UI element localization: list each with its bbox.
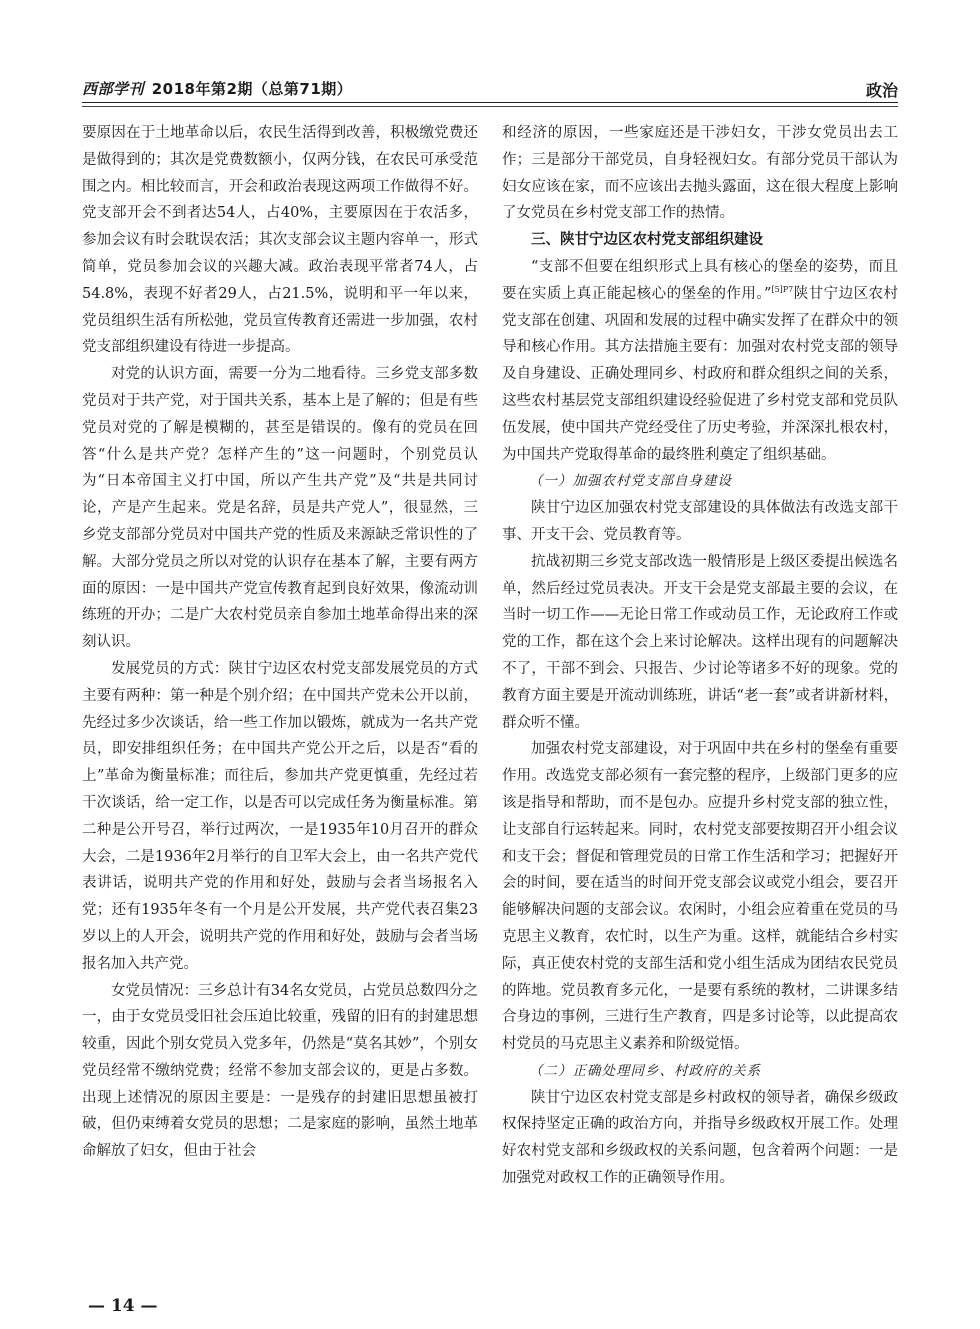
journal-name: 西部学刊 bbox=[82, 80, 145, 98]
paragraph: 发展党员的方式：陕甘宁边区农村党支部发展党员的方式主要有两种：第一种是个别介绍；在中国共产党未公开以前，先经过多少次谈话，给一些工作加以锻炼，就成为一名共产党员，即安排组织任务；在中国共产党公开之后，以是否“看的上”革命为衡量标准；而往后，参加共产党更慎重，先经过若干次谈话，给一定工作，以是否可以完成任务为衡量标准。第二种是公开号召，举行过两次，一是1935年10月召开的群众大会，二是1936年2月举行的自卫军大会上，由一名共产党代表讲话，说明共产党的作用和好处，鼓励与会者当场报名入党；还有1935年冬有一个月是公开发展，共产党代表召集23岁以上的人开会，说明共产党的作用和好处，鼓励与会者当场报名加入共产党。 bbox=[82, 660, 478, 972]
paragraph: 女党员情况：三乡总计有34名女党员，占党员总数四分之一，由于女党员受旧社会压迫比较重，残留的旧有的封建思想较重，因此个别女党员入党多年，仍然是“莫名其妙”，个别女党员经常不缴纳党费；经常不参加支部会议的，更是占多数。出现上述情况的原因主要是：一是残存的封建旧思想虽被打破，但仍束缚着女党员的思想；二是家庭的影响，虽然土地革命解放了妇女，但由于社会 bbox=[82, 982, 478, 1160]
running-header bbox=[82, 72, 898, 102]
paragraph: 和经济的原因，一些家庭还是干涉妇女，干涉女党员出去工作；三是部分干部党员，自身轻视妇女。有部分党员干部认为妇女应该在家，而不应该出去抛头露面，这在很大程度上影响了女党员在乡村党支部工作的热情。 bbox=[502, 125, 898, 222]
subsection-heading: （二）正确处理同乡、村政府的关系 bbox=[529, 1062, 761, 1079]
paragraph: 陕甘宁边区农村党支部是乡村政权的领导者，确保乡级政权保持坚定正确的政治方向，并指导乡级政权开展工作。处理好农村党支部和乡级政权的关系问题，包含着两个问题：一是加强党对政权工作的正确领导作用。 bbox=[502, 1089, 898, 1187]
paragraph: 要原因在于土地革命以后，农民生活得到改善，积极缴党费还是做得到的；其次是党费数额小，仅两分钱，在农民可承受范围之内。相比较而言，开会和政治表现这两项工作做得不好。党支部开会不到者达54人，占40%，主要原因在于农活多，参加会议有时会耽误农活；其次支部会议主题内容单一，形式简单，党员参加会议的兴趣大减。政治表现平常者74人，占54.8%，表现不好者29人，占21.5%，说明和平一年以来，党员组织生活有所松弛，党员宣传教育还需进一步加强，农村党支部组织建设有待进一步提高。 bbox=[82, 125, 478, 356]
header-rule-thin bbox=[82, 106, 898, 107]
paragraph: 陕甘宁边区加强农村党支部建设的具体做法有改选支部干事、开支干会、党员教育等。 bbox=[502, 500, 898, 543]
left-column bbox=[82, 120, 478, 1260]
header-rule bbox=[82, 102, 898, 103]
journal-issue bbox=[82, 78, 352, 99]
section-heading: 三、陕甘宁边区农村党支部组织建设 bbox=[531, 232, 763, 249]
paragraph-text: 陕甘宁边区农村党支部在创建、巩固和发展的过程中确实发挥了在群众中的领导和核心作用。其方法措施主要有：加强对农村党支部的领导及自身建设、正确处理同乡、村政府和群众组织之间的关系，这些农村基层党支部组织建设经验促进了乡村党支部和党员队伍发展，使中国共产党经受住了历史考验，并深深扎根农村，为中国共产党取得革命的最终胜利奠定了组织基础。 bbox=[502, 285, 898, 463]
quote-text: “支部不但要在组织形式上具有核心的堡垒的姿势，而且要在实质上真正能起核心的堡垒的作用。” bbox=[502, 258, 898, 302]
right-column bbox=[502, 120, 898, 1260]
paragraph: 加强农村党支部建设，对于巩固中共在乡村的堡垒有重要作用。改选党支部必须有一套完整的程序，上级部门更多的应该是指导和帮助，而不是包办。应提升乡村党支部的独立性，让支部自行运转起来。同时，农村党支部要按期召开小组会议和支干会；督促和管理党员的日常工作生活和学习；把握好开会的时间，要在适当的时间开党支部会议或党小组会，要召开能够解决问题的支部会议。农闲时，小组会应着重在党员的马克思主义教育，农忙时，以生产为重。这样，就能结合乡村实际，真正使农村党的支部生活和党小组生活成为团结农民党员的阵地。党员教育多元化，一是要有系统的教材，二讲课多结合身边的事例，三进行生产教育，四是多讨论等，以此提高农村党员的马克思主义素养和阶级觉悟。 bbox=[502, 741, 898, 1053]
subsection-heading: （一）加强农村党支部自身建设 bbox=[529, 473, 732, 490]
paragraph: 对党的认识方面，需要一分为二地看待。三乡党支部多数党员对于共产党，对于国共关系，基本上是了解的；但是有些党员对党的了解是模糊的，甚至是错误的。像有的党员在回答“什么是共产党？怎样产生的”这一问题时，个别党员认为“日本帝国主义打中国，所以产生共产党”及“共是共同讨论，产是产生起来。党是名辞，员是共产党人”，很显然，三乡党支部部分党员对中国共产党的性质及来源缺乏常识性的了解。大部分党员之所以对党的认识存在基本了解，主要有两方面的原因：一是中国共产党宣传教育起到良好效果，像流动训练班的开办；二是广大农村党员亲自参加土地革命得出来的深刻认识。 bbox=[82, 366, 478, 651]
citation-mark: [5]P7 bbox=[771, 284, 794, 294]
paragraph-with-citation bbox=[502, 254, 898, 468]
paragraph: 抗战初期三乡党支部改选一般情形是上级区委提出候选名单，然后经过党员表决。开支干会是党支部最主要的会议，在当时一切工作——无论日常工作或动员工作，无论政府工作或党的工作，都在这个会上来讨论解决。这样出现有的问题解决不了，干部不到会、只报告、少讨论等诸多不好的现象。党的教育方面主要是开流动训练班，讲话“老一套”或者讲新材料，群众听不懂。 bbox=[502, 553, 898, 731]
issue-info: 2018年第2期（总第71期） bbox=[151, 80, 353, 98]
page-number: — 14 — bbox=[88, 1296, 158, 1316]
section-label: 政治 bbox=[865, 81, 898, 100]
